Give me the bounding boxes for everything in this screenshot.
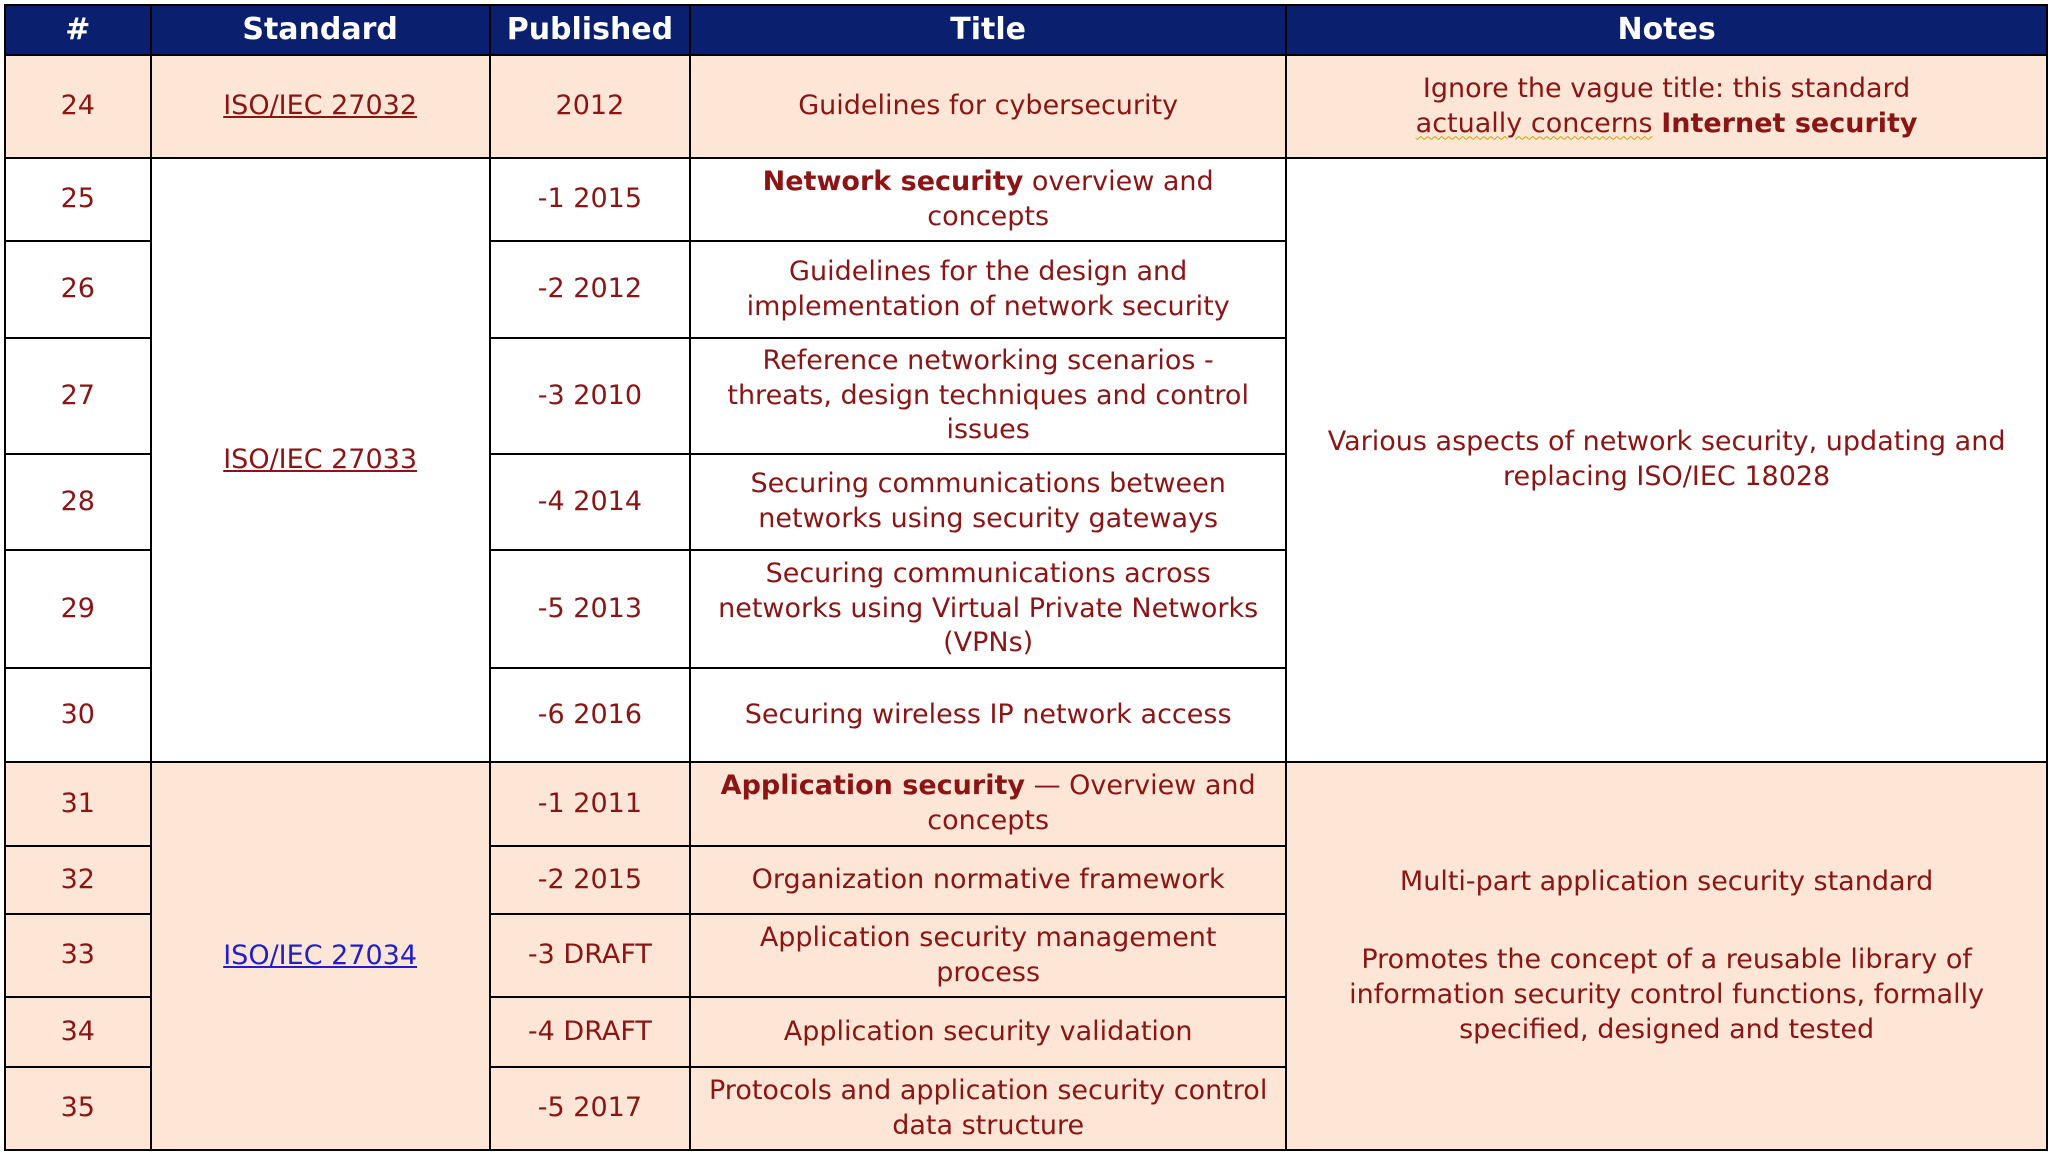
standard-link-27032[interactable]: ISO/IEC 27032: [223, 90, 418, 122]
title-bold-text: Application security: [720, 770, 1025, 802]
row-number: 33: [5, 914, 151, 997]
row-number: 35: [5, 1067, 151, 1150]
standard-link-27034[interactable]: ISO/IEC 27034: [223, 939, 418, 971]
notes-cell: [1286, 55, 2047, 158]
standard-cell: [151, 158, 490, 762]
title-cell: Securing wireless IP network access: [690, 668, 1286, 762]
row-number: 25: [5, 158, 151, 241]
published-cell: -4 DRAFT: [490, 997, 690, 1067]
title-bold-text: Network security: [762, 165, 1024, 197]
published-cell: -1 2015: [490, 158, 690, 241]
table-row: [5, 762, 2047, 846]
published-cell: -3 DRAFT: [490, 914, 690, 997]
title-cell: Securing communications across networks using Virtual Private Networks (VPNs): [690, 550, 1286, 668]
title-cell: Reference networking scenarios - threats, design techniques and control issues: [690, 338, 1286, 454]
title-cell: [690, 158, 1286, 241]
published-cell: -5 2017: [490, 1067, 690, 1150]
note-text: Ignore the vague title: this standard: [1422, 72, 1911, 104]
notes-cell: Various aspects of network security, updating and replacing ISO/IEC 18028: [1286, 158, 2047, 762]
standard-cell: [151, 762, 490, 1150]
title-rest-text: overview and concepts: [927, 165, 1214, 232]
row-number: 34: [5, 997, 151, 1067]
published-cell: -5 2013: [490, 550, 690, 668]
published-cell: -3 2010: [490, 338, 690, 454]
note-bold-text: Internet security: [1661, 107, 1918, 139]
title-cell: Guidelines for the design and implementation of network security: [690, 241, 1286, 338]
row-number: 32: [5, 846, 151, 914]
published-cell: -2 2012: [490, 241, 690, 338]
note-text: Promotes the concept of a reusable library of information security control functions, formally specified, designed and tested: [1349, 944, 1985, 1045]
title-cell: Protocols and application security control data structure: [690, 1067, 1286, 1150]
notes-cell: [1286, 762, 2047, 1150]
table-row: [5, 158, 2047, 241]
row-number: 26: [5, 241, 151, 338]
published-cell: -1 2011: [490, 762, 690, 846]
row-number: 24: [5, 55, 151, 158]
published-cell: -6 2016: [490, 668, 690, 762]
header-title: Title: [690, 5, 1286, 55]
row-number: 30: [5, 668, 151, 762]
title-cell: [690, 762, 1286, 846]
published-cell: -2 2015: [490, 846, 690, 914]
title-cell: Guidelines for cybersecurity: [690, 55, 1286, 158]
table-row: [5, 55, 2047, 158]
title-cell: Securing communications between networks using security gateways: [690, 454, 1286, 550]
standards-table: [4, 4, 2048, 1151]
row-number: 31: [5, 762, 151, 846]
note-spacer: [1303, 899, 2030, 943]
header-standard: Standard: [151, 5, 490, 55]
row-number: 29: [5, 550, 151, 668]
title-cell: Organization normative framework: [690, 846, 1286, 914]
standard-link-27033[interactable]: ISO/IEC 27033: [223, 443, 418, 475]
header-notes: Notes: [1286, 5, 2047, 55]
standard-cell: [151, 55, 490, 158]
row-number: 27: [5, 338, 151, 454]
header-row: [5, 5, 2047, 55]
header-published: Published: [490, 5, 690, 55]
note-text: Multi-part application security standard: [1399, 865, 1934, 897]
note-spellcheck-text: actually concerns: [1415, 107, 1653, 139]
published-cell: 2012: [490, 55, 690, 158]
title-rest-text: — Overview and concepts: [927, 770, 1256, 836]
row-number: 28: [5, 454, 151, 550]
header-num: #: [5, 5, 151, 55]
title-cell: Application security validation: [690, 997, 1286, 1067]
published-cell: -4 2014: [490, 454, 690, 550]
title-cell: Application security management process: [690, 914, 1286, 997]
